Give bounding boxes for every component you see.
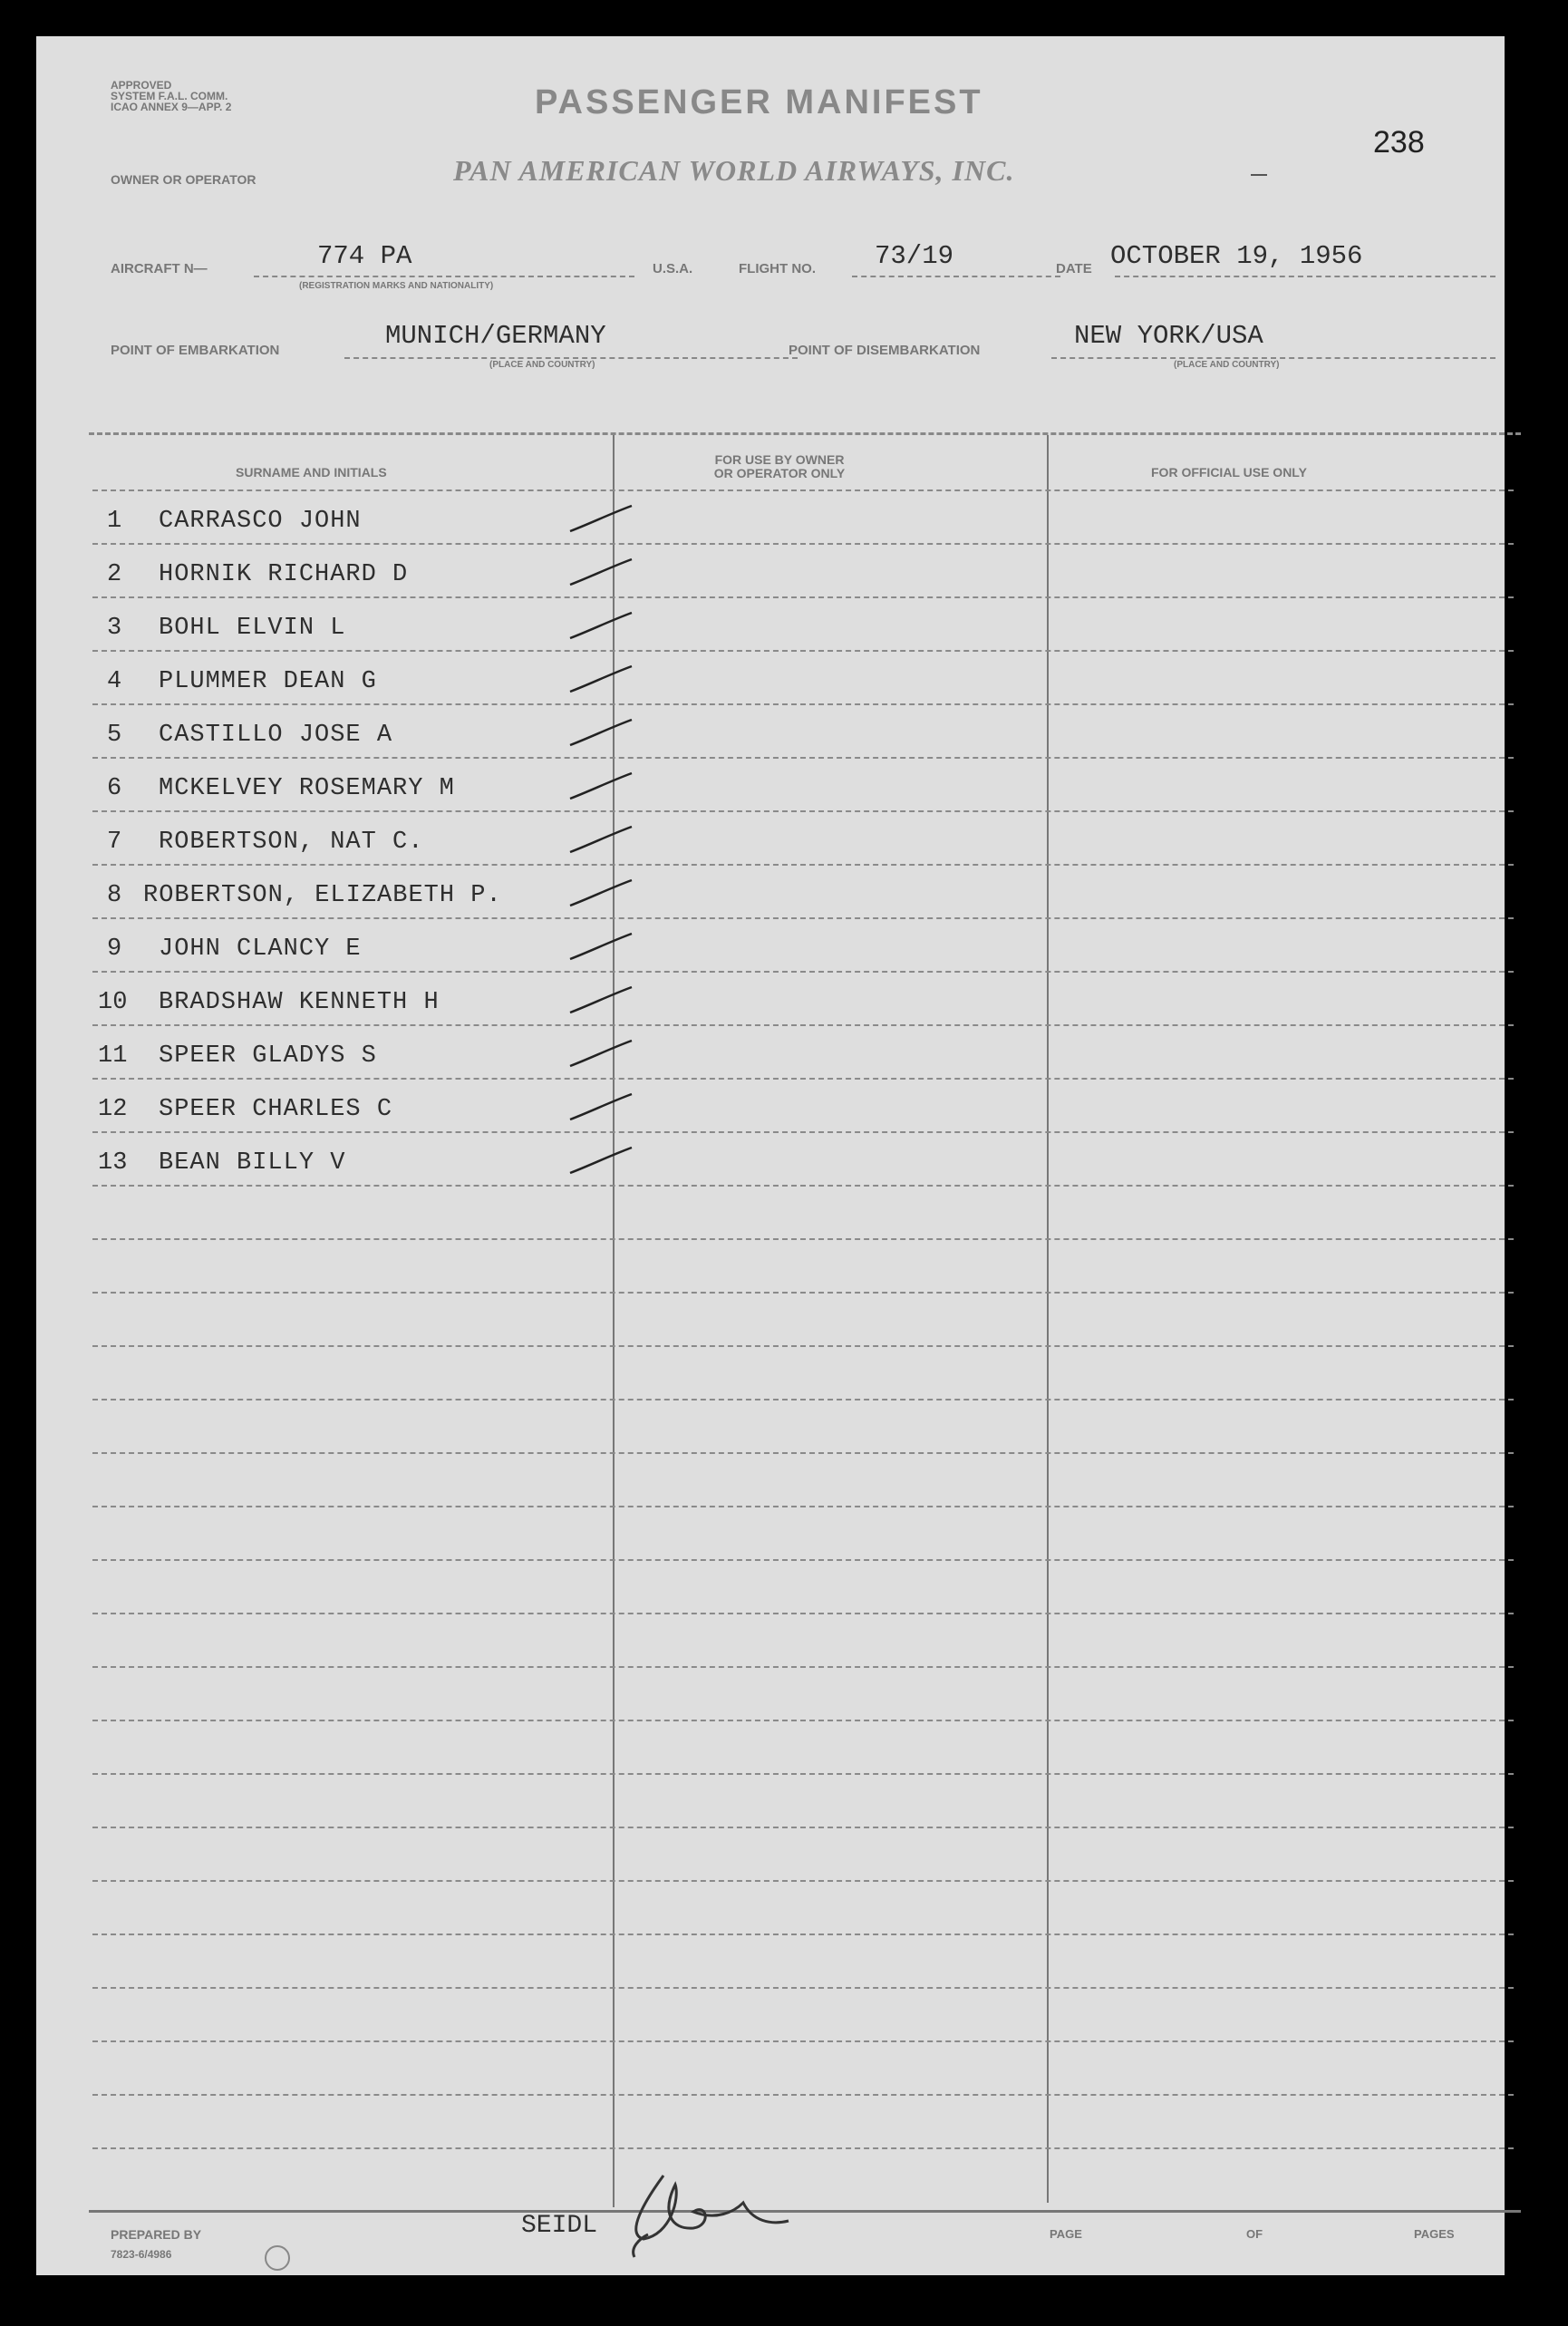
- passenger-number: 8: [107, 882, 122, 909]
- column-divider-1: [613, 435, 615, 2207]
- ruled-line: [92, 1933, 1514, 1937]
- prepared-by-value: SEIDL: [521, 2212, 598, 2240]
- ruled-line: [92, 2040, 1514, 2044]
- passenger-name: ROBERTSON, ELIZABETH P.: [143, 882, 502, 909]
- flight-value: 73/19: [875, 241, 954, 271]
- ruled-line: [92, 1452, 1514, 1456]
- passenger-number: 10: [98, 989, 128, 1016]
- check-mark: [566, 714, 639, 751]
- check-mark: [566, 1089, 639, 1125]
- passenger-number: 9: [107, 935, 122, 963]
- passenger-number: 12: [98, 1096, 128, 1123]
- column-divider-2: [1047, 435, 1049, 2203]
- passenger-number: 6: [107, 775, 122, 802]
- passenger-name: HORNIK RICHARD D: [159, 561, 409, 588]
- ruled-line: [92, 1345, 1514, 1349]
- passenger-number: 7: [107, 829, 122, 856]
- passenger-name: PLUMMER DEAN G: [159, 668, 377, 695]
- page-label: PAGE: [1050, 2227, 1082, 2241]
- ruled-line: [92, 1292, 1514, 1295]
- passenger-name: CARRASCO JOHN: [159, 508, 362, 535]
- passenger-number: 5: [107, 722, 122, 749]
- owner-label: OWNER OR OPERATOR: [111, 172, 256, 187]
- date-label: DATE: [1056, 261, 1092, 276]
- check-mark: [566, 821, 639, 858]
- aircraft-value: 774 PA: [317, 241, 412, 271]
- ruled-line: [92, 1559, 1514, 1563]
- ruled-line: [92, 1827, 1514, 1830]
- approval-line: APPROVED: [111, 79, 172, 92]
- ruled-line: [92, 703, 1514, 707]
- ruled-line: [92, 650, 1514, 654]
- column-header-owner-line: OR OPERATOR ONLY: [713, 466, 846, 480]
- approval-line: ICAO ANNEX 9—APP. 2: [111, 101, 232, 113]
- passenger-name: ROBERTSON, NAT C.: [159, 829, 424, 856]
- passenger-name: BRADSHAW KENNETH H: [159, 989, 440, 1016]
- ruled-line: [92, 757, 1514, 761]
- date-line: [1115, 276, 1495, 277]
- ruled-line: [92, 2094, 1514, 2098]
- aircraft-label: AIRCRAFT N—: [111, 261, 208, 276]
- disembark-label: POINT OF DISEMBARKATION: [789, 343, 981, 358]
- check-mark: [566, 768, 639, 804]
- passenger-name: MCKELVEY ROSEMARY M: [159, 775, 455, 802]
- check-mark: [566, 500, 639, 537]
- ruled-line: [92, 1185, 1514, 1188]
- prepared-label: PREPARED BY: [111, 2227, 202, 2242]
- handwritten-signature: [607, 2148, 879, 2275]
- ruled-line: [92, 1131, 1514, 1135]
- form-code: 7823-6/4986: [111, 2248, 172, 2261]
- passenger-number: 4: [107, 668, 122, 695]
- ruled-line: [92, 1506, 1514, 1509]
- ruled-line: [92, 1078, 1514, 1081]
- approval-line: SYSTEM F.A.L. COMM.: [111, 90, 228, 102]
- passenger-number: 1: [107, 508, 122, 535]
- ruled-line: [92, 810, 1514, 814]
- aircraft-sub: (REGISTRATION MARKS AND NATIONALITY): [299, 281, 494, 291]
- ruled-line: [92, 596, 1514, 600]
- date-value: OCTOBER 19, 1956: [1110, 241, 1363, 271]
- disembark-line: [1051, 357, 1495, 359]
- owner-name: PAN AMERICAN WORLD AIRWAYS, INC.: [453, 154, 1015, 187]
- passenger-name: CASTILLO JOSE A: [159, 722, 393, 749]
- check-mark: [566, 554, 639, 590]
- ruled-line: [92, 1720, 1514, 1723]
- ruled-line: [92, 1613, 1514, 1616]
- flight-label: FLIGHT NO.: [739, 261, 816, 276]
- check-mark: [566, 1142, 639, 1178]
- ruled-line: [92, 1024, 1514, 1028]
- embark-line: [344, 357, 798, 359]
- ruled-line: [92, 1987, 1514, 1991]
- column-header-official: FOR OFFICIAL USE ONLY: [1151, 465, 1307, 480]
- passenger-name: JOHN CLANCY E: [159, 935, 362, 963]
- column-header-owner-line: FOR USE BY OWNER: [714, 452, 845, 467]
- check-mark: [566, 661, 639, 697]
- embark-label: POINT OF EMBARKATION: [111, 343, 280, 358]
- ruled-line: [92, 1666, 1514, 1670]
- check-mark: [566, 607, 639, 644]
- page-number: 238: [1373, 125, 1425, 160]
- usa-label: U.S.A.: [653, 261, 693, 276]
- check-mark: [566, 928, 639, 964]
- page-title: PASSENGER MANIFEST: [535, 83, 983, 121]
- embark-sub: (PLACE AND COUNTRY): [489, 360, 595, 370]
- disembark-value: NEW YORK/USA: [1074, 321, 1263, 351]
- ruled-line: [92, 489, 1514, 493]
- manifest-paper: [36, 36, 1505, 2275]
- ruled-line: [92, 917, 1514, 921]
- union-bug-icon: [265, 2245, 290, 2271]
- check-mark: [566, 1035, 639, 1071]
- passenger-name: SPEER CHARLES C: [159, 1096, 393, 1123]
- passenger-name: BEAN BILLY V: [159, 1149, 346, 1177]
- check-mark: [566, 982, 639, 1018]
- passenger-number: 3: [107, 615, 122, 642]
- owner-dash: [1251, 174, 1267, 176]
- ruled-line: [92, 1399, 1514, 1402]
- column-header-name: SURNAME AND INITIALS: [236, 465, 387, 480]
- flight-line: [852, 276, 1060, 277]
- column-header-owner-use: [689, 453, 870, 480]
- table-top-line: [89, 432, 1521, 435]
- passenger-name: SPEER GLADYS S: [159, 1042, 377, 1070]
- approval-note: [111, 80, 231, 112]
- check-mark: [566, 875, 639, 911]
- ruled-line: [92, 1238, 1514, 1242]
- ruled-line: [92, 543, 1514, 547]
- pages-label: PAGES: [1414, 2227, 1455, 2241]
- passenger-number: 11: [98, 1042, 128, 1070]
- aircraft-line: [254, 276, 634, 277]
- passenger-name: BOHL ELVIN L: [159, 615, 346, 642]
- ruled-line: [92, 1880, 1514, 1884]
- passenger-number: 2: [107, 561, 122, 588]
- ruled-line: [92, 1773, 1514, 1777]
- ruled-line: [92, 864, 1514, 867]
- embark-value: MUNICH/GERMANY: [385, 321, 606, 351]
- of-label: OF: [1246, 2227, 1263, 2241]
- disembark-sub: (PLACE AND COUNTRY): [1174, 360, 1280, 370]
- passenger-number: 13: [98, 1149, 128, 1177]
- ruled-line: [92, 971, 1514, 974]
